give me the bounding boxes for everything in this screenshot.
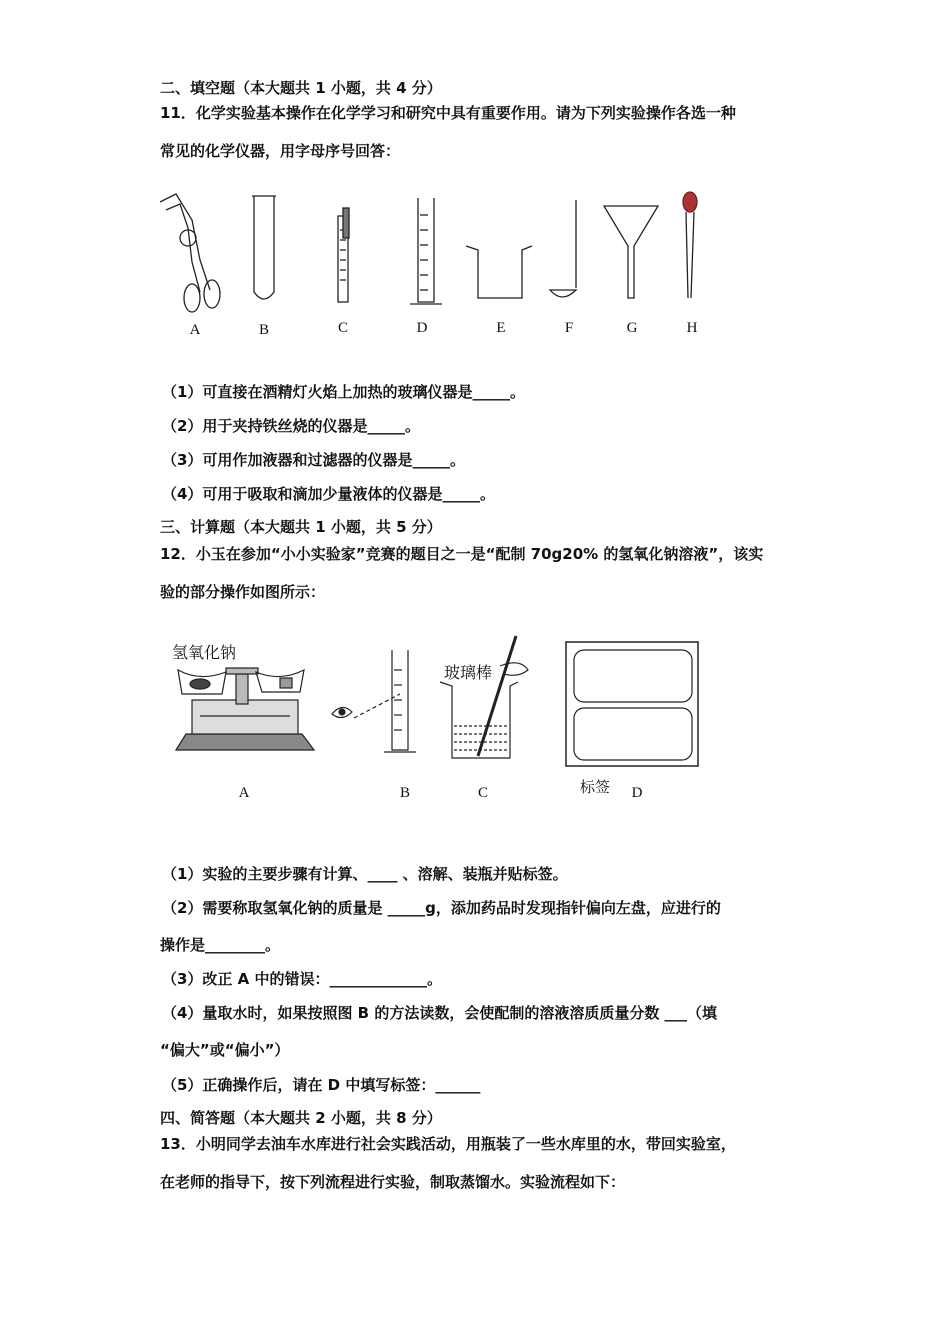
- instrument-label-f: F: [564, 320, 574, 336]
- test-tube-drawing: [252, 196, 276, 299]
- instrument-label-c: C: [337, 320, 348, 336]
- instrument-label-e: E: [496, 320, 506, 336]
- measuring-cylinder-drawing: [384, 650, 416, 752]
- instrument-label-a: A: [189, 322, 201, 338]
- glass-rod-label: 玻璃棒: [444, 663, 493, 682]
- question-12-line2: 验的部分操作如图所示：: [160, 583, 326, 601]
- q12-item-2-line2: 操作是________。: [160, 936, 281, 954]
- fig-label-b: B: [399, 785, 410, 801]
- q11-item-2: （2）用于夹持铁丝烧的仪器是_____。: [162, 417, 420, 435]
- question-12-line1: 12．小玉在参加“小小实验家”竞赛的题目之一是“配制 70g20% 的氢氧化钠溶液”，该实: [160, 545, 764, 563]
- question-11-line2: 常见的化学仪器，用字母序号回答：: [160, 142, 401, 160]
- dropper-drawing: [683, 192, 697, 298]
- section-heading-2: 二、填空题（本大题共 1 小题，共 4 分）: [160, 79, 442, 97]
- fig-label-d: D: [631, 785, 643, 801]
- q12-item-5: （5）正确操作后，请在 D 中填写标签：______: [162, 1076, 481, 1094]
- beaker-drawing: [466, 246, 532, 298]
- crucible-tongs-drawing: [160, 194, 220, 312]
- funnel-drawing: [604, 206, 658, 298]
- balance-drawing: [176, 668, 314, 750]
- question-11-line1: 11．化学实验基本操作在化学学习和研究中具有重要作用。请为下列实验操作各选一种: [160, 104, 736, 122]
- instrument-figure: [0, 180, 950, 350]
- q11-item-1: （1）可直接在酒精灯火焰上加热的玻璃仪器是_____。: [162, 383, 525, 401]
- instrument-label-b: B: [258, 322, 269, 338]
- stirring-beaker-drawing: [440, 636, 528, 758]
- q12-item-3: （3）改正 A 中的错误：_____________。: [162, 970, 442, 988]
- tag-label: 标签: [580, 778, 611, 796]
- question-13-line2: 在老师的指导下，按下列流程进行实验，制取蒸馏水。实验流程如下：: [160, 1173, 626, 1191]
- fig-label-a: A: [238, 785, 250, 801]
- experiment-figure: [0, 630, 950, 810]
- q11-item-3: （3）可用作加液器和过滤器的仪器是_____。: [162, 451, 465, 469]
- instrument-label-h: H: [686, 320, 698, 336]
- section-heading-3: 三、计算题（本大题共 1 小题，共 5 分）: [160, 518, 442, 536]
- q11-item-4: （4）可用于吸取和滴加少量液体的仪器是_____。: [162, 485, 495, 503]
- q12-item-2-line1: （2）需要称取氢氧化钠的质量是 _____g，添加药品时发现指针偏向左盘，应进行的: [162, 899, 721, 917]
- q12-item-1: （1）实验的主要步骤有计算、____ 、溶解、装瓶并贴标签。: [162, 865, 568, 883]
- item-c-drawing: [338, 208, 349, 302]
- q12-item-4-line1: （4）量取水时，如果按照图 B 的方法读数，会使配制的溶液溶质质量分数 ___（填: [162, 1004, 718, 1022]
- section-heading-4: 四、简答题（本大题共 2 小题，共 8 分）: [160, 1109, 442, 1127]
- question-13-line1: 13．小明同学去油车水库进行社会实践活动，用瓶装了一些水库里的水，带回实验室，: [160, 1135, 736, 1153]
- fig-label-c: C: [477, 785, 488, 801]
- instrument-label-d: D: [416, 320, 428, 336]
- combustion-spoon-drawing: [550, 200, 576, 297]
- label-box-drawing: [566, 642, 698, 766]
- eye-drawing: [332, 694, 400, 718]
- instrument-label-g: G: [626, 320, 638, 336]
- q12-item-4-line2: “偏大”或“偏小”）: [160, 1041, 290, 1059]
- graduated-cylinder-drawing: [410, 198, 442, 304]
- naoh-label: 氢氧化钠: [172, 643, 237, 662]
